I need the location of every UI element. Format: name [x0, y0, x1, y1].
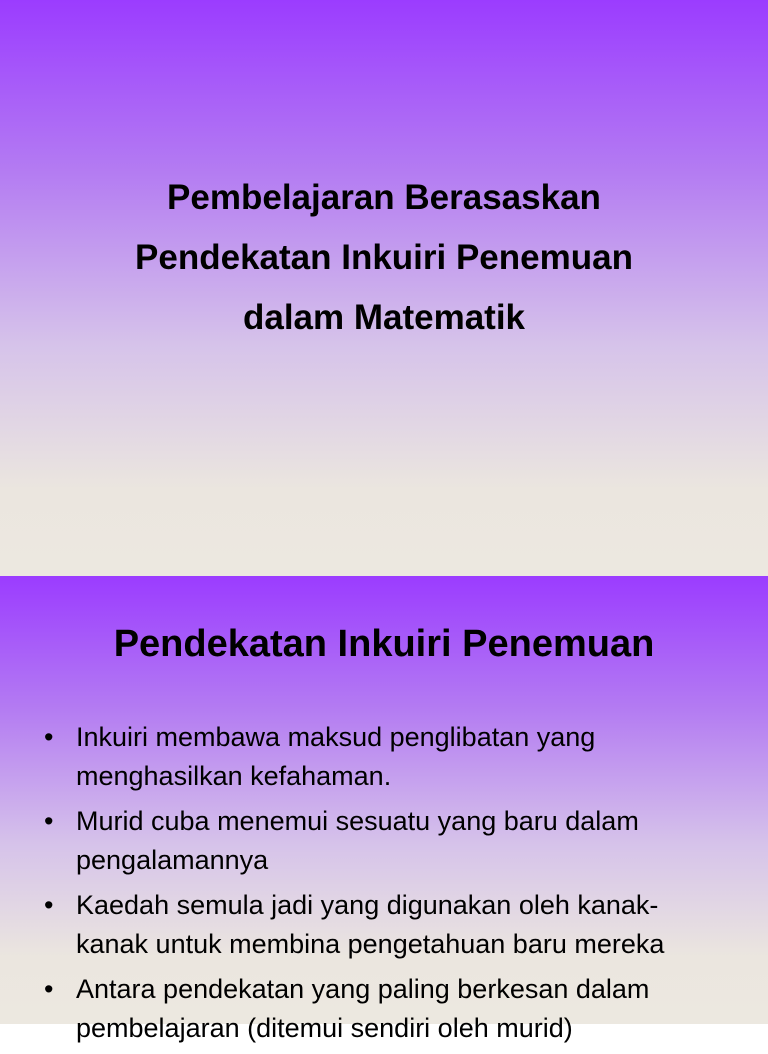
bullet-line: pengalamannya [76, 845, 269, 875]
bullet-line: pembelajaran (ditemui sendiri oleh murid) [76, 1013, 573, 1043]
bullet-line: Inkuiri membawa maksud penglibatan yang [76, 722, 596, 752]
bullet-text [76, 970, 744, 1048]
bullet-item [44, 886, 744, 964]
bullet-line: Murid cuba menemui sesuatu yang baru dalam [76, 806, 639, 836]
bullet-icon: • [44, 890, 54, 920]
bullet-text [76, 802, 744, 880]
bullet-icon: • [44, 806, 54, 836]
title-line: Pembelajaran Berasaskan [167, 178, 601, 217]
bullet-item [44, 970, 744, 1048]
bullet-text [76, 886, 744, 964]
bullet-line: Kaedah semula jadi yang digunakan oleh kanak- [76, 890, 659, 920]
bullet-icon: • [44, 974, 54, 1004]
bullet-line: menghasilkan kefahaman. [76, 761, 392, 791]
bullet-list [44, 718, 744, 1054]
slide-title [84, 168, 684, 349]
bullet-item [44, 802, 744, 880]
title-line: dalam Matematik [242, 298, 526, 338]
bullet-icon: • [44, 722, 54, 752]
content-slide [0, 576, 768, 1043]
bullet-item [44, 718, 744, 796]
bullet-line: Antara pendekatan yang paling berkesan dalam [76, 974, 650, 1004]
title-line: Pendekatan Inkuiri Penemuan [135, 238, 633, 278]
bullet-line: kanak untuk membina pengetahuan baru mereka [76, 929, 665, 959]
slide-heading: Pendekatan Inkuiri Penemuan [113, 623, 655, 665]
bullet-text [76, 718, 744, 796]
